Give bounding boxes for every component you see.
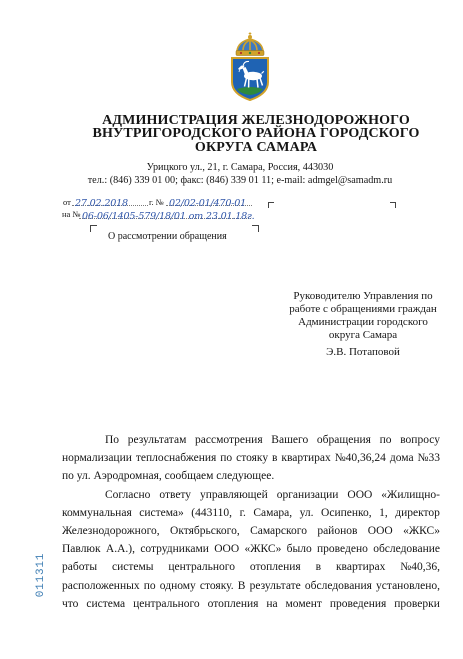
text-line: Железнодорожного, Октябрьского, Самарского районов ООО «ЖКС»: [62, 524, 440, 537]
paragraph: [62, 431, 440, 486]
outgoing-number-field: [166, 193, 252, 209]
title-line: ВНУТРИГОРОДСКОГО РАЙОНА ГОРОДСКОГО: [92, 126, 420, 142]
crown-icon: [236, 32, 264, 55]
contact-line: тел.: (846) 339 01 00; факс: (846) 339 01 11; e-mail: admgel@samadm.ru: [87, 175, 393, 186]
outgoing-date: 27.02.2018: [75, 198, 128, 209]
paragraph: [62, 486, 440, 613]
text-line: Павлюк А.А.), сотрудниками ООО «ЖКС» было проведено обследование: [62, 543, 440, 556]
outgoing-number-label: г. №: [149, 197, 164, 207]
letterhead-title: [66, 114, 446, 154]
incoming-reference: 06-06/1405-579/18/01 от 23.01.18г.: [82, 211, 255, 222]
incoming-reference-label: на №: [62, 209, 81, 219]
incoming-reference-field: [79, 206, 255, 222]
letterhead-address: [20, 161, 460, 187]
text-line: По результатам рассмотрения Вашего обращения по вопросу: [105, 434, 440, 446]
text-line: Согласно ответу управляющей организации ООО «Жилищно-: [105, 488, 440, 501]
samara-coat-of-arms-icon: [228, 32, 272, 102]
addressee-line: округа Самара: [328, 329, 398, 341]
postal-address: Урицкого ул., 21, г. Самара, Россия, 443030: [146, 162, 334, 173]
letter-body: [62, 431, 440, 613]
text-line: работы системы центрального отопления в квартирах №40,36,: [62, 561, 440, 574]
addressee-name: Э.В. Потаповой: [326, 346, 400, 358]
title-line: АДМИНИСТРАЦИЯ ЖЕЛЕЗНОДОРОЖНОГО: [102, 113, 410, 128]
letter-subject: О рассмотрении обращения: [108, 231, 227, 242]
text-line: нормализации теплоснабжения по стояку в квартирах №40,36,24 дома №33: [62, 452, 440, 465]
registration-stamp-number: 011311: [35, 552, 47, 598]
subject-corner-right: [252, 225, 259, 232]
outgoing-date-field: [72, 193, 148, 209]
addressee-line: Администрации городского: [298, 316, 428, 328]
addressee-line: Руководителю Управления по: [293, 290, 433, 302]
outgoing-date-label: от: [63, 197, 71, 207]
title-line: ОКРУГА САМАРА: [194, 139, 318, 155]
text-line: коммунальная система» (443110, г. Самара, ул. Осипенко, 1, директор: [62, 506, 440, 519]
subject-corner-left: [90, 225, 97, 232]
address-window-corner-left: [268, 202, 274, 208]
text-line: что система центрального отопления на момент проведения проверки: [62, 597, 440, 610]
outgoing-number: 02/02-01/470-01: [169, 198, 247, 209]
addressee-line: работе с обращениями граждан: [289, 303, 437, 315]
addressee-block: [283, 290, 443, 342]
text-line: по ул. Аэродромная, сообщаем следующее.: [62, 470, 275, 483]
text-line: расположенных по одному стояку. В результате обследования установлено,: [62, 579, 440, 592]
address-window-corner-right: [390, 202, 396, 208]
